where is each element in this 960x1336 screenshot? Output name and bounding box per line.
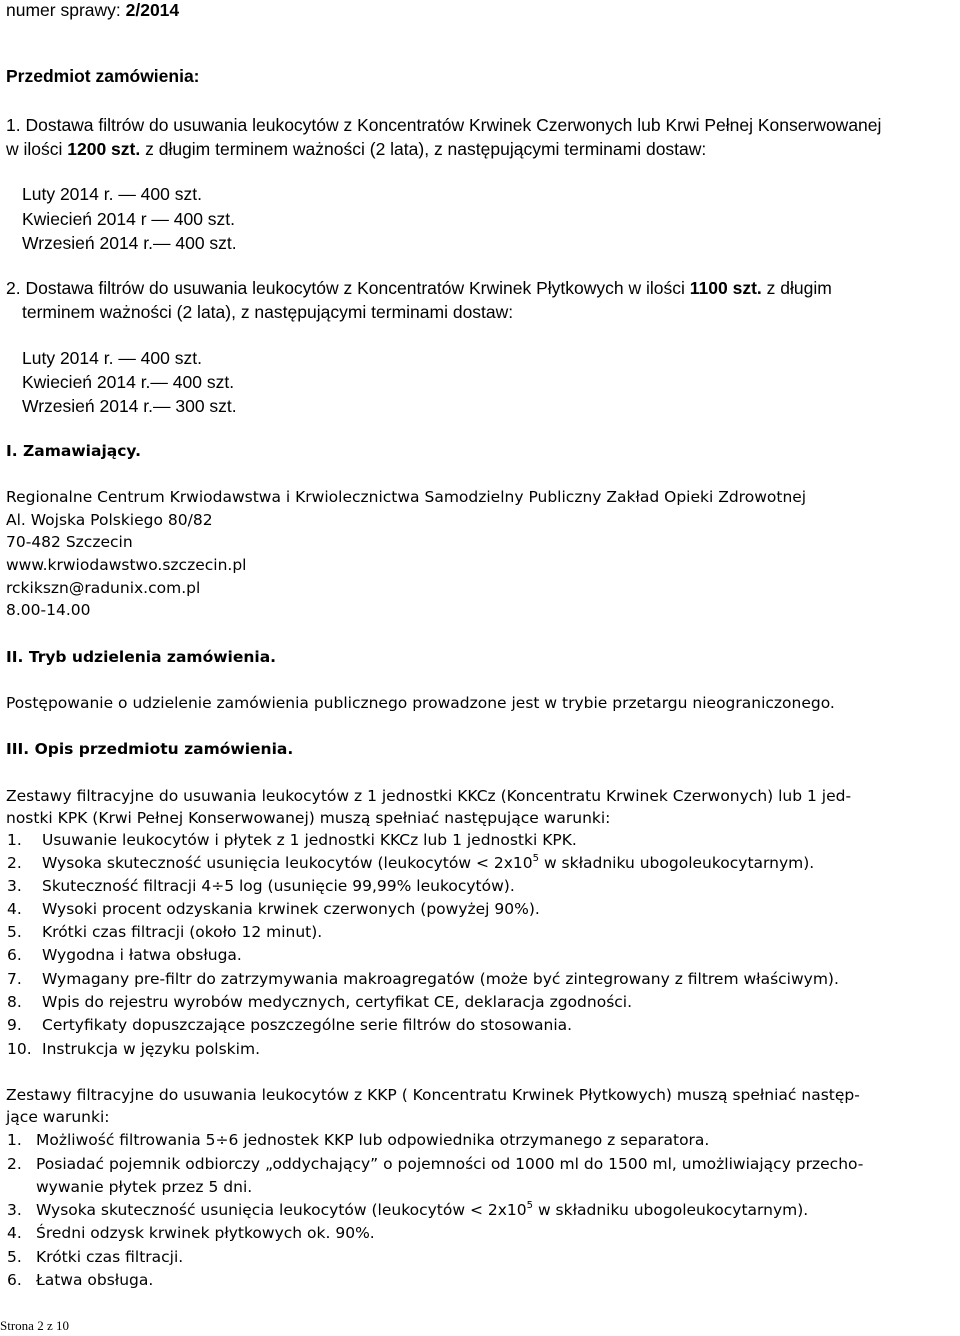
list-number: 1. [7, 831, 22, 849]
page-number: Strona 2 z 10 [0, 1318, 69, 1333]
order-2-line-2: terminem ważności (2 lata), z następującymi terminami dostaw: [22, 302, 514, 322]
subject-heading: Przedmiot zamówienia: [6, 66, 200, 86]
list-text: Możliwość filtrowania 5÷6 jednostek KKP lub odpowiednika otrzymanego z separatora. [36, 1131, 710, 1149]
list-text [36, 1200, 808, 1223]
section-2-heading: II. Tryb udzielenia zamówienia. [6, 648, 277, 666]
list-text: Posiadać pojemnik odbiorczy „oddychający” o pojemności od 1000 ml do 1500 ml, umożliwiający przecho- [36, 1155, 864, 1173]
list-text: Instrukcja w języku polskim. [42, 1040, 260, 1058]
order-2-quantity: 1100 szt. [689, 278, 762, 298]
list-number: 5. [7, 923, 22, 941]
kkp-intro-line-1: Zestawy filtracyjne do usuwania leukocytów z KKP ( Koncentratu Krwinek Płytkowych) muszą spełniać następ- [6, 1086, 860, 1104]
case-number-value: 2/2014 [125, 0, 180, 20]
list-number: 2. [7, 854, 22, 872]
order-1-quantity: 1200 szt. [67, 139, 141, 159]
list-text-part: w składniku ubogoleukocytarnym). [533, 1201, 809, 1219]
order-2-schedule-item: Luty 2014 r. — 400 szt. [22, 348, 202, 368]
order-1-schedule-item: Wrzesień 2014 r.— 400 szt. [22, 233, 237, 253]
contracting-email: rckikszn@radunix.com.pl [6, 579, 201, 597]
case-number-line [6, 0, 179, 20]
list-text-part: Wysoka skuteczność usunięcia leukocytów (leukocytów < 2x10 [42, 854, 533, 872]
list-number: 5. [7, 1248, 22, 1266]
list-number: 4. [7, 1224, 22, 1242]
list-text [42, 853, 814, 876]
list-number: 6. [7, 1271, 22, 1289]
list-text: Średni odzysk krwinek płytkowych ok. 90%. [36, 1224, 375, 1242]
contracting-name: Regionalne Centrum Krwiodawstwa i Krwiolecznictwa Samodzielny Publiczny Zakład Opieki Zdrowotnej [6, 488, 807, 506]
list-number: 1. [7, 1131, 22, 1149]
list-text: Wpis do rejestru wyrobów medycznych, certyfikat CE, deklaracja zgodności. [42, 993, 633, 1011]
superscript: 5 [532, 853, 540, 864]
section-3-heading: III. Opis przedmiotu zamówienia. [6, 740, 294, 758]
contracting-city: 70-482 Szczecin [6, 533, 133, 551]
order-1-terms: z długim terminem ważności (2 lata), z następującymi terminami dostaw: [140, 139, 707, 159]
procedure-text: Postępowanie o udzielenie zamówienia publicznego prowadzone jest w trybie przetargu nieograniczonego. [6, 694, 835, 712]
order-1-schedule-item: Luty 2014 r. — 400 szt. [22, 184, 202, 204]
section-1-heading: I. Zamawiający. [6, 442, 141, 460]
superscript: 5 [526, 1200, 534, 1211]
case-number-label: numer sprawy: [6, 0, 126, 20]
list-text: Certyfikaty dopuszczające poszczególne serie filtrów do stosowania. [42, 1016, 573, 1034]
list-number: 4. [7, 900, 22, 918]
list-number: 7. [7, 970, 22, 988]
order-2-text: 2. Dostawa filtrów do usuwania leukocytów z Koncentratów Krwinek Płytkowych w ilości [6, 278, 690, 298]
list-text-part: Wysoka skuteczność usunięcia leukocytów (leukocytów < 2x10 [36, 1201, 527, 1219]
order-2-schedule-item: Kwiecień 2014 r.— 400 szt. [22, 372, 235, 392]
list-number: 9. [7, 1016, 22, 1034]
list-text: Łatwa obsługa. [36, 1271, 154, 1289]
order-2-schedule-item: Wrzesień 2014 r.— 300 szt. [22, 396, 237, 416]
list-text: Wygodna i łatwa obsługa. [42, 946, 242, 964]
contracting-website: www.krwiodawstwo.szczecin.pl [6, 556, 247, 574]
order-1-line-2 [6, 139, 706, 159]
list-text: Wysoki procent odzyskania krwinek czerwonych (powyżej 90%). [42, 900, 540, 918]
order-1-qty-prefix: w ilości [6, 139, 68, 159]
kkp-intro-line-2: jące warunki: [6, 1108, 110, 1126]
list-text: wywanie płytek przez 5 dni. [36, 1178, 253, 1196]
kkcz-intro-line-2: nostki KPK (Krwi Pełnej Konserwowanej) muszą spełniać następujące warunki: [6, 809, 611, 827]
list-number: 3. [7, 1201, 22, 1219]
list-text-part: w składniku ubogoleukocytarnym). [539, 854, 815, 872]
contracting-address: Al. Wojska Polskiego 80/82 [6, 511, 213, 529]
list-text: Wymagany pre-filtr do zatrzymywania makroagregatów (może być zintegrowany z filtrem właściwym). [42, 970, 839, 988]
kkcz-intro-line-1: Zestawy filtracyjne do usuwania leukocytów z 1 jednostki KKCz (Koncentratu Krwinek Czerwonych) lub 1 jed- [6, 787, 852, 805]
contracting-hours: 8.00-14.00 [6, 601, 91, 619]
order-1-schedule-item: Kwiecień 2014 r — 400 szt. [22, 209, 236, 229]
list-number: 8. [7, 993, 22, 1011]
list-text: Usuwanie leukocytów i płytek z 1 jednostki KKCz lub 1 jednostki KPK. [42, 831, 577, 849]
order-1-line-1: 1. Dostawa filtrów do usuwania leukocytów z Koncentratów Krwinek Czerwonych lub Krwi Pełnej Konserwowanej [6, 115, 882, 135]
order-2-text-end: z długim [761, 278, 832, 298]
list-text: Krótki czas filtracji (około 12 minut). [42, 923, 323, 941]
list-text: Skuteczność filtracji 4÷5 log (usunięcie 99,99% leukocytów). [42, 877, 515, 895]
list-text: Krótki czas filtracji. [36, 1248, 184, 1266]
order-2-line-1 [6, 278, 832, 298]
list-number: 10. [7, 1040, 32, 1058]
list-number: 3. [7, 877, 22, 895]
list-number: 2. [7, 1155, 22, 1173]
list-number: 6. [7, 946, 22, 964]
